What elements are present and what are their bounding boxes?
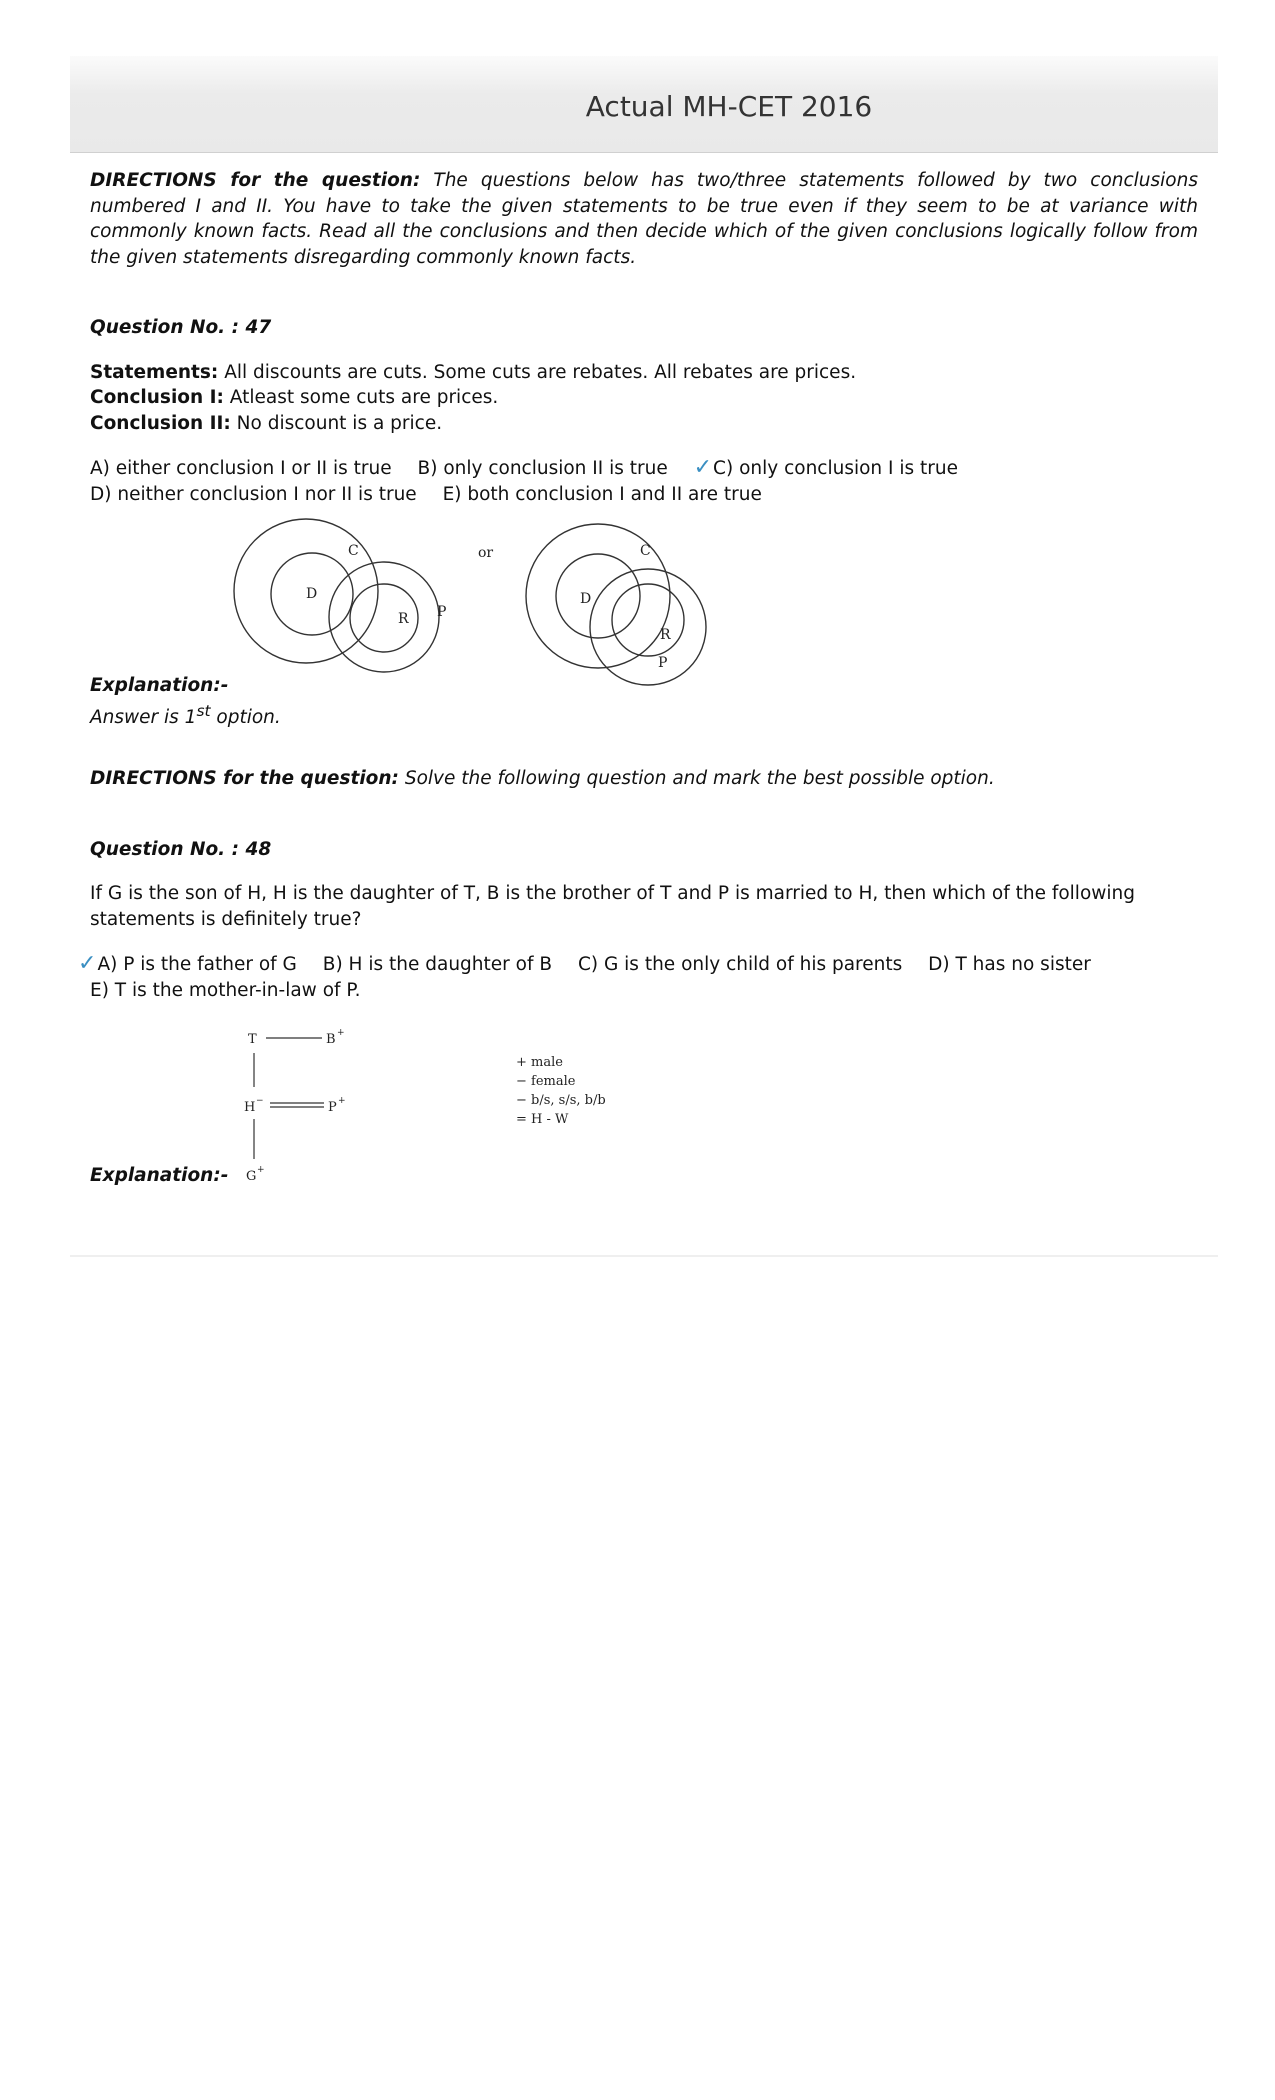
directions-q47: [90, 168, 1198, 270]
option-e[interactable]: E) T is the mother-in-law of P.: [90, 979, 361, 1001]
checkmark-icon: ✓: [78, 951, 97, 977]
question-text: If G is the son of H, H is the daughter of T, B is the brother of T and P is married to H, then which of the following statements is definitely true?: [90, 883, 1136, 930]
option-a-correct[interactable]: [78, 951, 297, 978]
venn2-label-p: P: [658, 655, 668, 671]
option-c[interactable]: C) G is the only child of his parents: [577, 954, 903, 976]
option-c-label: C) only conclusion I is true: [713, 458, 958, 479]
venn2-label-d: D: [580, 591, 592, 607]
legend-married: = H - W: [516, 1112, 569, 1128]
question-number: Question No. : 47: [90, 317, 272, 338]
tree-label-t: T: [248, 1032, 257, 1048]
venn2-label-c: C: [640, 543, 651, 559]
options-q47: [90, 455, 1198, 507]
venn2-circle-d: [556, 554, 640, 638]
directions-label: DIRECTIONS for the question:: [90, 170, 421, 191]
statements-text: All discounts are cuts. Some cuts are rebates. All rebates are prices.: [224, 361, 857, 383]
tree-label-b: B: [326, 1032, 336, 1048]
option-a-label: A) P is the father of G: [97, 954, 297, 976]
legend-male: + male: [516, 1055, 563, 1071]
statements-block: [90, 360, 1198, 437]
tree-sign-b: +: [337, 1028, 345, 1039]
venn2-circle-p: [590, 569, 706, 685]
option-b[interactable]: B) H is the daughter of B: [322, 954, 553, 976]
conclusion-1-label: Conclusion I:: [90, 387, 224, 408]
tree-label-p: P: [328, 1100, 337, 1116]
venn2-label-r: R: [660, 627, 671, 643]
conclusion-2-text: No discount is a price.: [236, 412, 443, 434]
tree-sign-g: +: [257, 1165, 265, 1176]
directions-q48: [90, 766, 1198, 792]
tree-sign-p: +: [338, 1096, 346, 1107]
tree-label-g: G: [246, 1169, 257, 1185]
option-e[interactable]: E) both conclusion I and II are true: [442, 483, 762, 505]
section-divider: [70, 1255, 1218, 1257]
option-c-correct[interactable]: [694, 455, 958, 482]
options-q48: [78, 951, 1198, 1003]
answer-text: Answer is 1st option.: [90, 701, 281, 728]
tree-label-h: H: [244, 1100, 256, 1116]
venn-label-p: P: [437, 604, 447, 620]
venn-or-label: or: [478, 545, 494, 561]
venn2-circle-r: [612, 584, 684, 656]
venn-label-r: R: [398, 611, 409, 627]
explanation-label-q47: Explanation:-: [90, 675, 229, 696]
option-d[interactable]: D) neither conclusion I nor II is true: [90, 483, 417, 505]
conclusion-2-label: Conclusion II:: [90, 412, 231, 434]
venn-label-c: C: [348, 543, 359, 559]
directions-label: DIRECTIONS for the question:: [90, 768, 399, 790]
page-title: Actual MH-CET 2016: [585, 90, 873, 123]
statements-label: Statements:: [90, 361, 219, 383]
legend-female: − female: [516, 1074, 576, 1090]
legend-siblings: − b/s, s/s, b/b: [516, 1093, 606, 1109]
option-b[interactable]: B) only conclusion II is true: [417, 458, 668, 479]
option-d[interactable]: D) T has no sister: [928, 954, 1091, 976]
checkmark-icon: ✓: [693, 455, 713, 480]
option-a[interactable]: A) either conclusion I or II is true: [90, 458, 392, 479]
directions-text: Solve the following question and mark the best possible option.: [404, 768, 995, 790]
explanation-label-q48: Explanation:-: [90, 1165, 229, 1187]
directions-text: The questions below has two/three statements followed by two conclusions numbered I and II. You have to take the given statements to be true even if they seem to be at variance with commonly known facts. Read all the conclusions and then decide which of the given conclusions logically follow from the given statements disregarding commonly known facts.: [90, 170, 1198, 268]
content: [78, 168, 1198, 1189]
tree-sign-h: −: [256, 1096, 264, 1107]
venn-label-d: D: [306, 586, 318, 602]
conclusion-1-text: Atleast some cuts are prices.: [229, 387, 499, 408]
question-number: Question No. : 48: [90, 838, 272, 860]
page-header: [70, 56, 1218, 153]
